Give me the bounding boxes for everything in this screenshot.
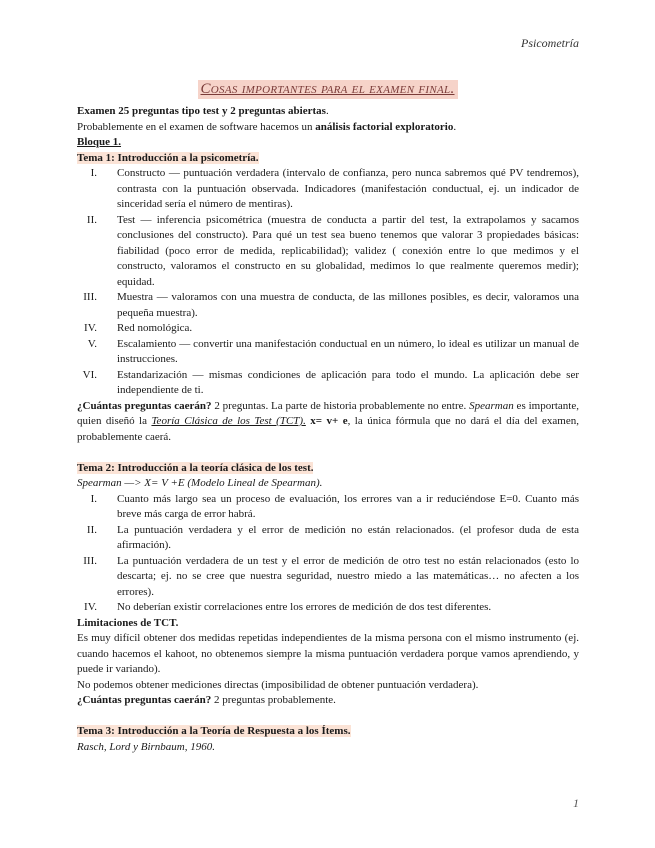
tema3-heading: Tema 3: Introducción a la Teoría de Respuesta a los Ítems. — [77, 725, 351, 737]
list-item — [77, 554, 579, 601]
tema2-heading: Tema 2: Introducción a la teoría clásica de los test. — [77, 461, 314, 474]
questions-label: ¿Cuántas preguntas caerán? — [77, 694, 212, 706]
list-item — [77, 321, 579, 337]
exam-format: Examen 25 preguntas tipo test y 2 preguntas abiertas — [77, 105, 326, 117]
list-number: I. — [90, 167, 97, 179]
list-text: Constructo — puntuación verdadera (intervalo de confianza, pero nunca sabremos qué PV tendremos), contrasta con la puntuación observada. Indicadores (manifestación conductual, ej. un indicador de sinceridad sería el número de mentiras). — [117, 167, 579, 210]
list-number: IV. — [84, 322, 97, 334]
list-number: III. — [83, 291, 97, 303]
page-number: 1 — [573, 796, 579, 810]
intro-line-2 — [77, 120, 579, 136]
tema2-subtitle: Spearman —> X= V +E (Modelo Lineal de Spearman). — [77, 477, 323, 489]
limits-heading: Limitaciones de TCT. — [77, 616, 179, 629]
list-number: I. — [90, 492, 97, 505]
q-tct: Teoría Clásica de los Test (TCT). — [151, 415, 306, 427]
list-item — [77, 492, 579, 523]
tema1-questions — [77, 399, 579, 446]
list-text: Escalamiento — convertir una manifestación conductual en un número, lo ideal es utilizar un manual de instrucciones. — [117, 337, 579, 365]
tema2-heading-line — [77, 461, 579, 477]
bloque-heading: Bloque 1. — [77, 136, 122, 148]
title-wrap — [0, 80, 655, 99]
list-item — [77, 337, 579, 368]
list-text: Muestra — valoramos con una muestra de conducta, de las millones posibles, es decir, valoramos una pequeña muestra). — [117, 291, 579, 319]
tema1-heading: Tema 1: Introducción a la psicometría. — [77, 151, 259, 164]
list-number: II. — [86, 213, 97, 226]
tema1-list — [77, 166, 579, 399]
tema1-heading-line — [77, 151, 579, 167]
list-text: No deberían existir correlaciones entre los errores de medición de dos test diferentes. — [117, 601, 492, 613]
list-text: Cuanto más largo sea un proceso de evaluación, los errores van a ir reduciéndose E=0. Cuanto más breve más carga de error habrá. — [117, 492, 579, 520]
intro-line-2-a: Probablemente en el examen de software hacemos un — [77, 120, 316, 133]
q-text-2: es importante, quien diseñó la — [77, 399, 579, 427]
intro-line-1 — [77, 104, 579, 120]
list-item — [77, 523, 579, 554]
intro-line-2-c: . — [453, 120, 457, 133]
list-number: II. — [86, 523, 97, 536]
list-item — [77, 166, 579, 213]
list-text: La puntuación verdadera de un test y el error de medición de otro test no están relacionados (esto lo descarta; ej. no se cree que nuestra seguridad, nuestro miedo a las matemáticas… no afecten a los errores). — [117, 554, 579, 598]
limits-paragraph-1: Es muy difícil obtener dos medidas repetidas independientes de la misma persona con el mismo instrumento (ej. cuando hacemos el kahoot, no obtenemos siempre la misma puntuación verdadera porque vamos aprendiendo, y puede ir variando). — [77, 632, 579, 675]
limits-paragraph-2: No podemos obtener mediciones directas (imposibilidad de obtener puntuación verdadera). — [77, 678, 479, 691]
list-text: Test — inferencia psicométrica (muestra de conducta a partir del test, la extrapolamos y sacamos conclusiones del constructo). Para qué un test sea bueno tenemos que valorar 3 propiedades básicas: fiabilidad (poco error de medida, replicabilidad); validez ( conexión entre lo que medimos y el constructo, valoramos el constructo en su globalidad, medimos lo que realmente queremos medir); equidad. — [117, 213, 579, 288]
list-text: Estandarización — mismas condiciones de aplicación para todo el mundo. La aplicación debe ser independiente de ti. — [117, 368, 579, 396]
list-item — [77, 368, 579, 399]
list-item — [77, 213, 579, 291]
q-text-4: , la única fórmula que no dará el día del examen, probablemente caerá. — [77, 415, 579, 443]
document-body — [77, 104, 579, 755]
intro-line-1-end: . — [325, 105, 329, 117]
list-text: Red nomológica. — [117, 322, 193, 334]
list-item — [77, 290, 579, 321]
questions-label: ¿Cuántas preguntas caerán? — [77, 399, 212, 412]
spacer — [77, 709, 579, 725]
q-text: 2 preguntas probablemente. — [211, 694, 336, 706]
tema3-subtitle: Rasch, Lord y Birnbaum, 1960. — [77, 740, 216, 753]
spacer — [77, 445, 579, 461]
document-title: Cosas importantes para el examen final. — [198, 80, 458, 99]
q-spearman: Spearman — [469, 399, 514, 412]
list-text: La puntuación verdadera y el error de medición no están relacionados. (el profesor duda de esta afirmación). — [117, 523, 579, 551]
tema3-heading-line — [77, 724, 579, 740]
list-number: III. — [83, 554, 97, 567]
q-text-1: 2 preguntas. La parte de historia probablemente no entre. — [211, 399, 470, 412]
tema2-list — [77, 492, 579, 616]
list-number: VI. — [82, 368, 97, 381]
q-formula: x= v+ e — [310, 415, 348, 427]
document-header: Psicometría — [521, 36, 579, 50]
list-number: V. — [87, 337, 97, 350]
list-item — [77, 600, 579, 616]
list-number: IV. — [84, 601, 97, 613]
tema2-questions — [77, 693, 579, 709]
intro-line-2-b: análisis factorial exploratorio — [315, 120, 454, 133]
